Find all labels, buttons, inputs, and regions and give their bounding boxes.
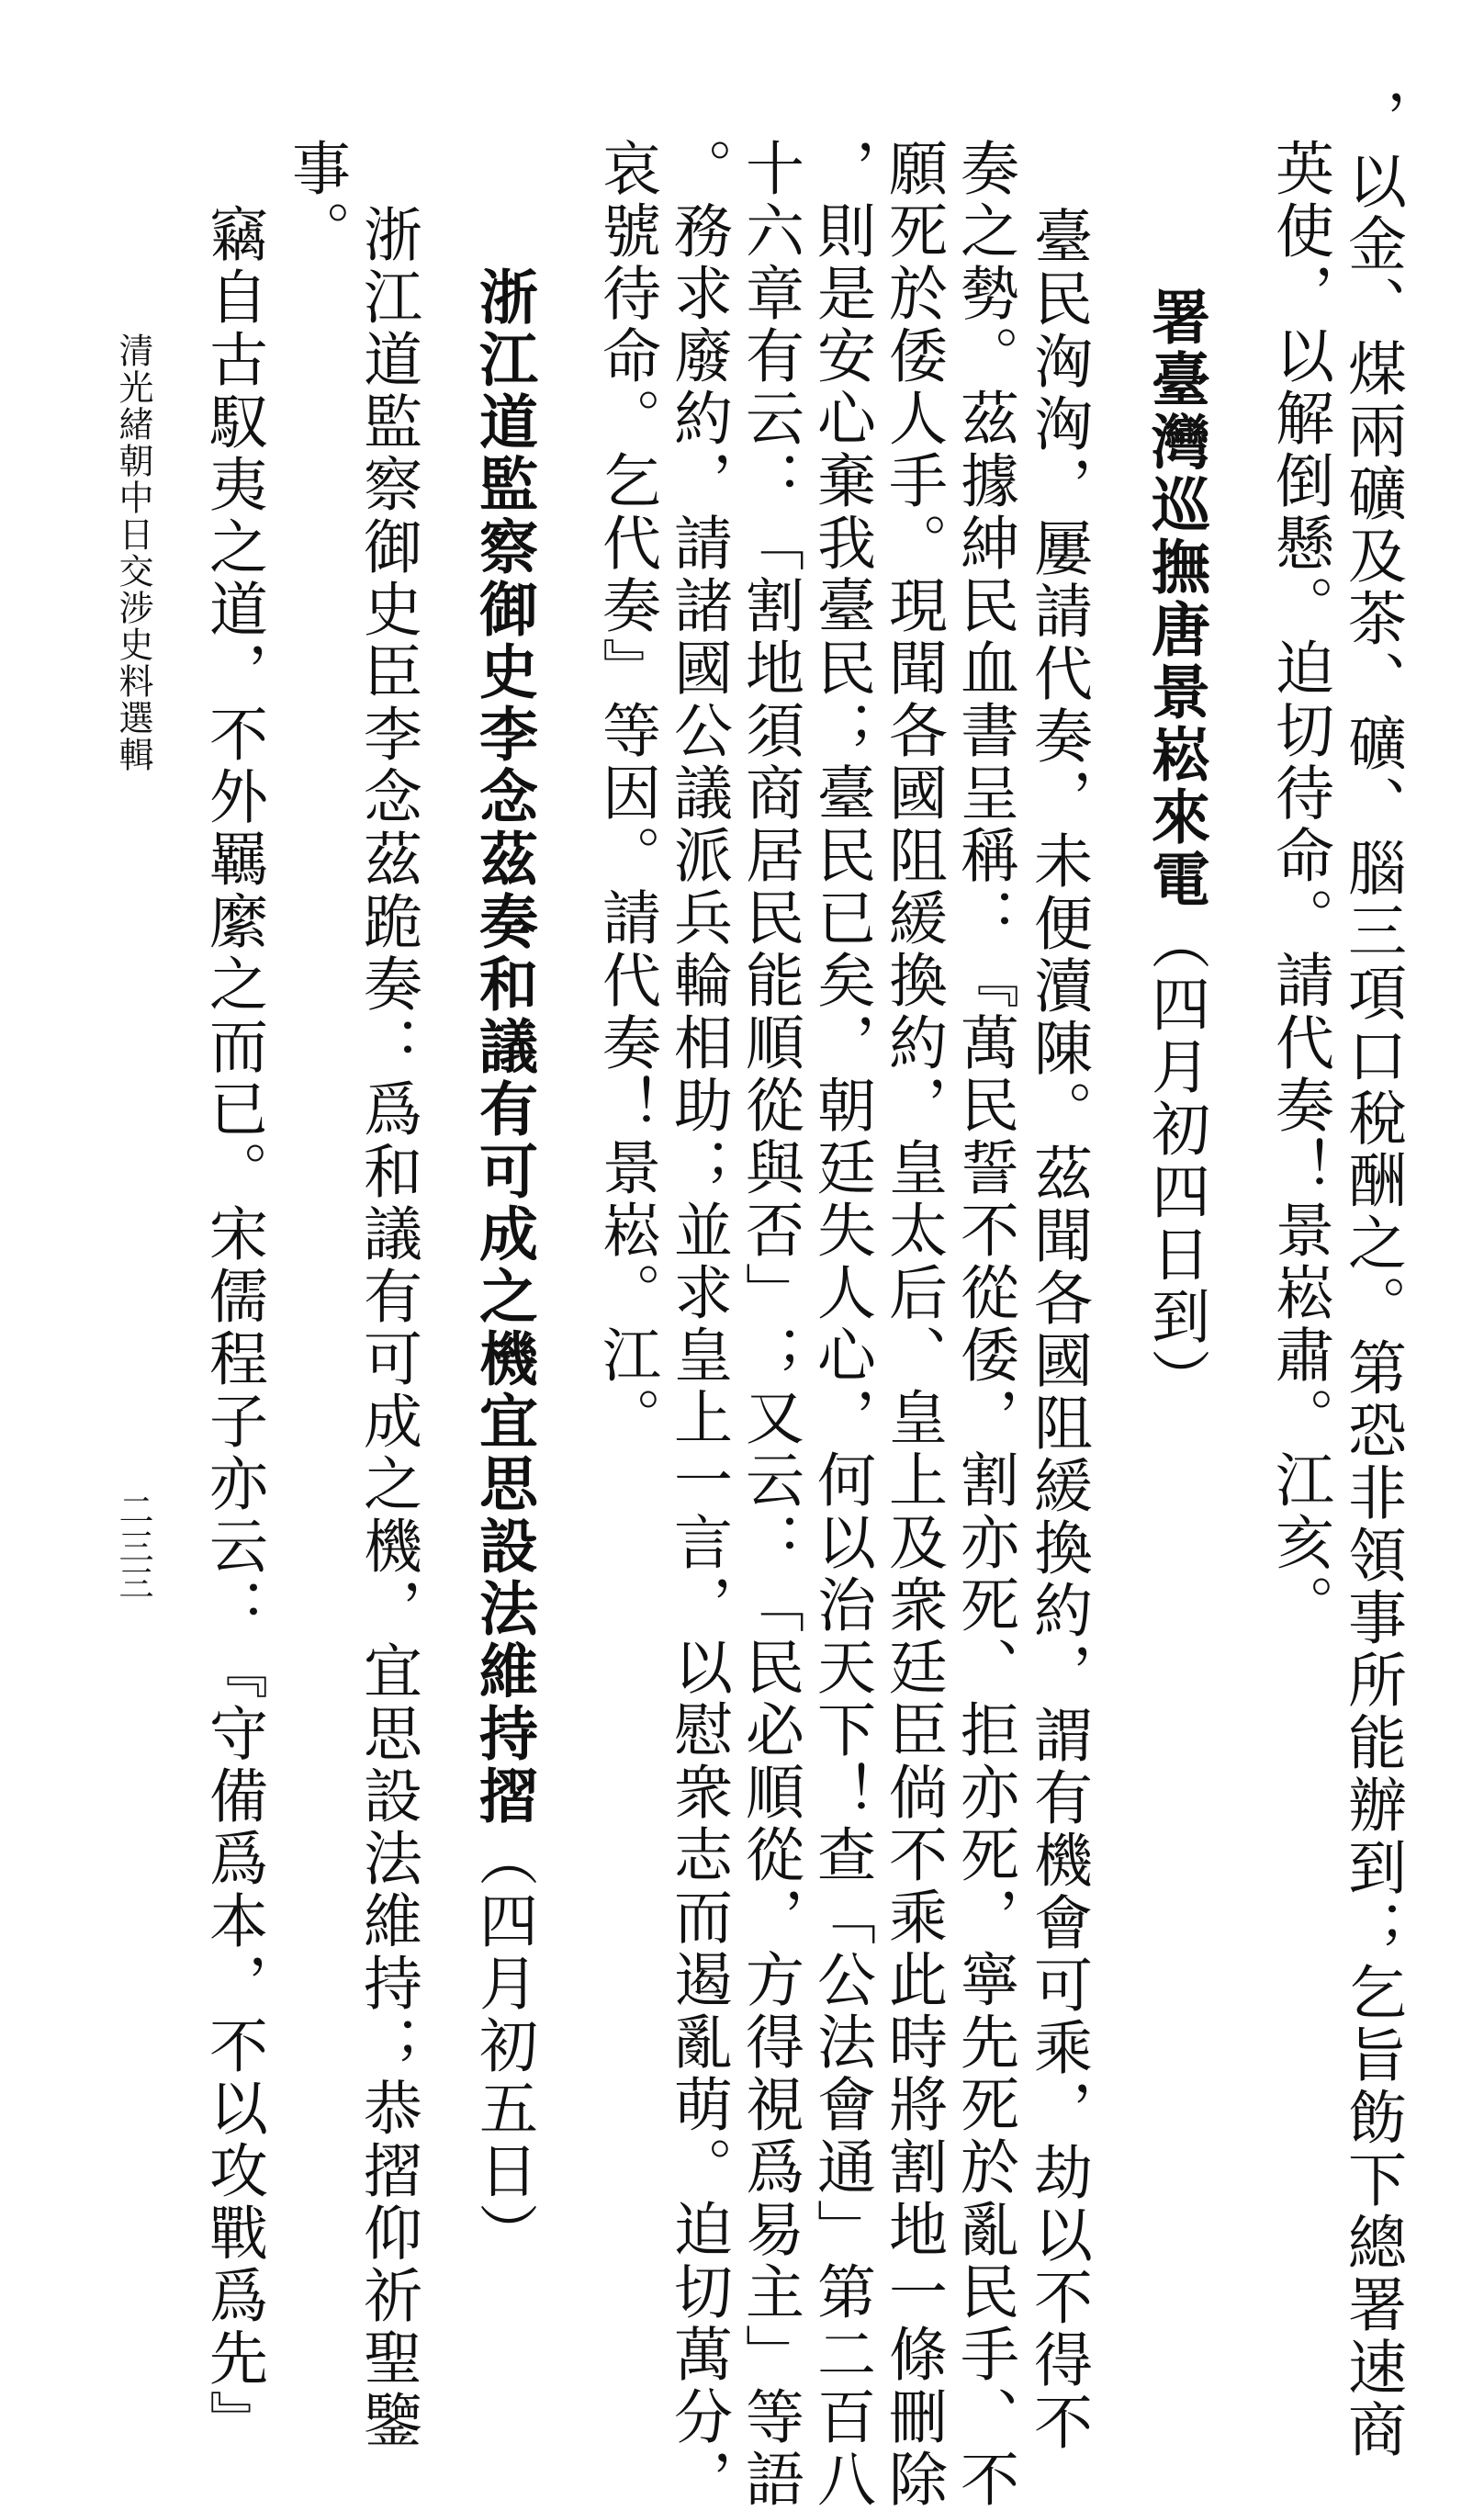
text-column-8: 。務求廢約，請諸國公議派兵輪相助；並求皇上一言，以慰衆志而遏亂萌。迫切萬分， (664, 138, 732, 2511)
text-column-3: 臺民洶洶，屢請代奏，未便瀆陳。茲聞各國阻緩換約，謂有機會可乘，劫以不得不 (1024, 206, 1092, 2454)
text-column-2: 英使，以解倒懸。迫切待命。請代奏！景崧肅。江亥。 (1265, 138, 1333, 1637)
text-column-1: ，以金、煤兩礦及茶、礦、腦三項口稅酬之。第恐非領事所能辦到；乞旨飭下總署速商 (1338, 88, 1406, 2461)
text-column-5: 願死於倭人手。現聞各國阻緩換約，皇太后、皇上及衆廷臣倘不乘此時將割地一條刪除 (879, 138, 947, 2511)
section-heading-1-date: （四月初四日到） (1141, 911, 1209, 1411)
text-column-9: 哀號待命。乞代奏』等因。請代奏！景崧。江。 (592, 138, 660, 1449)
section-heading-2-date: （四月初五日） (469, 1828, 537, 2265)
section-heading-1-title: 署臺灣巡撫唐景崧來電 (1141, 287, 1210, 911)
text-column-6: ，則是安心棄我臺民；臺民已矣，朝廷失人心，何以治天下！查「公法會通」第二百八 (807, 138, 875, 2511)
section-heading-2 (469, 266, 538, 2265)
text-column-7: 十六章有云：「割地須商居民能順從與否」；又云：「民必順從，方得視爲易主」等語 (736, 138, 804, 2511)
text-column-4: 奏之勢。茲據紳民血書呈稱：『萬民誓不從倭，割亦死、拒亦死，寧先死於亂民手、不 (950, 138, 1018, 2511)
section-heading-2-title: 浙江道監察御史李念茲奏和議有可成之機宜思設法維持摺 (469, 266, 538, 1828)
text-column-10: 浙江道監察御史臣李念茲跪奏：爲和議有可成之機，宜思設法維持；恭摺仰祈聖鑒 (354, 204, 422, 2452)
text-column-11: 事。 (282, 138, 350, 263)
book-title: 清光緒朝中日交涉史料選輯 (113, 332, 153, 773)
text-column-12: 竊自古馭夷之道，不外羈縻之而已。宋儒程子亦云：『守備爲本，不以攻戰爲先』 (199, 204, 267, 2452)
page-number: 二三三 (113, 1492, 153, 1602)
section-heading-1 (1141, 287, 1210, 1411)
